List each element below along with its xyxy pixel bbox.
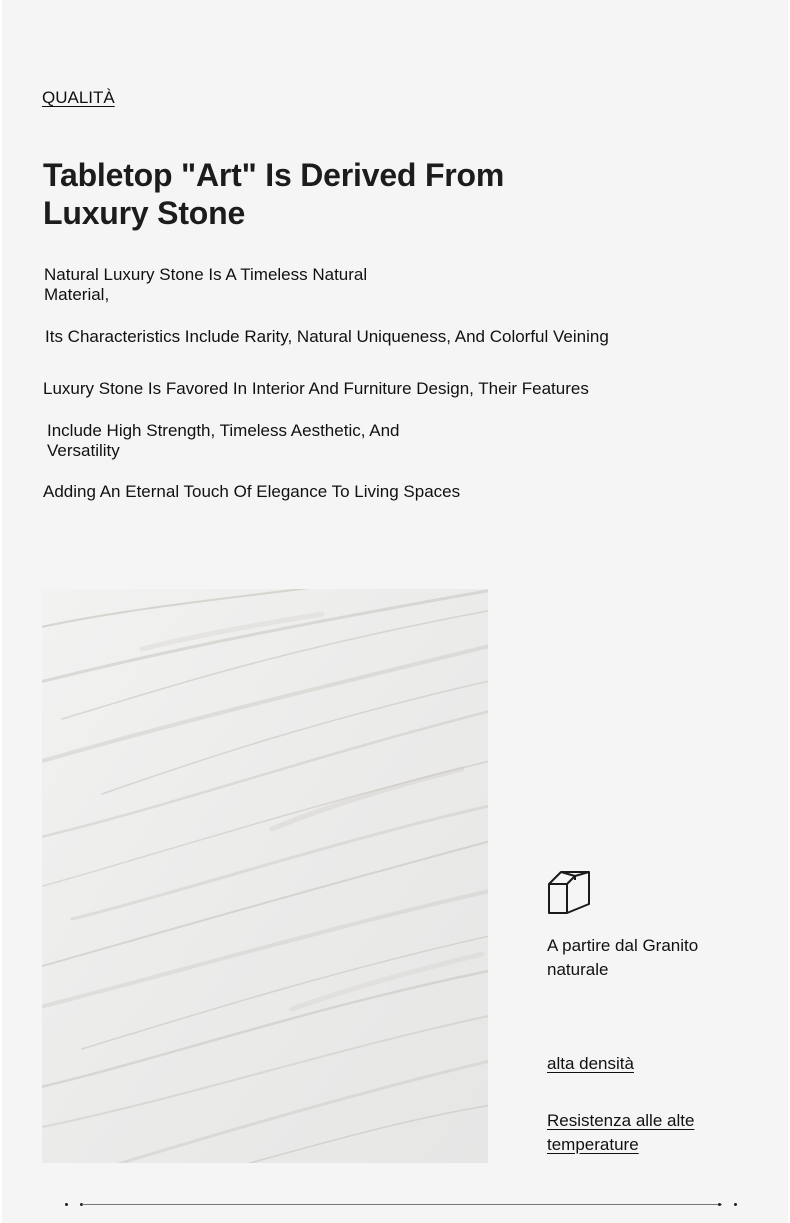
quality-section <box>2 0 788 1223</box>
paragraph-4: Include High Strength, Timeless Aesthetic, And Versatility <box>47 421 400 460</box>
divider-line <box>82 1204 722 1205</box>
section-kicker[interactable]: QUALITÀ <box>42 88 115 107</box>
marble-texture-image <box>42 589 488 1163</box>
house-outline-icon <box>547 869 593 915</box>
paragraph-5: Adding An Eternal Touch Of Elegance To Living Spaces <box>43 482 461 501</box>
page-title: Tabletop "Art" Is Derived From Luxury Stone <box>43 157 505 231</box>
feature-origin: A partire dal Granito naturale <box>547 936 699 979</box>
feature-density-link[interactable]: alta densità <box>547 1054 634 1073</box>
paragraph-1: Natural Luxury Stone Is A Timeless Natural Material, <box>44 265 368 304</box>
feature-heat-resistance-link[interactable]: Resistenza alle alte temperature <box>547 1111 695 1154</box>
paragraph-2: Its Characteristics Include Rarity, Natural Uniqueness, And Colorful Veining <box>45 327 609 346</box>
divider-dot <box>718 1203 721 1206</box>
divider-dot <box>734 1203 737 1206</box>
paragraph-3: Luxury Stone Is Favored In Interior And Furniture Design, Their Features <box>43 379 589 398</box>
divider-dot <box>65 1203 68 1206</box>
